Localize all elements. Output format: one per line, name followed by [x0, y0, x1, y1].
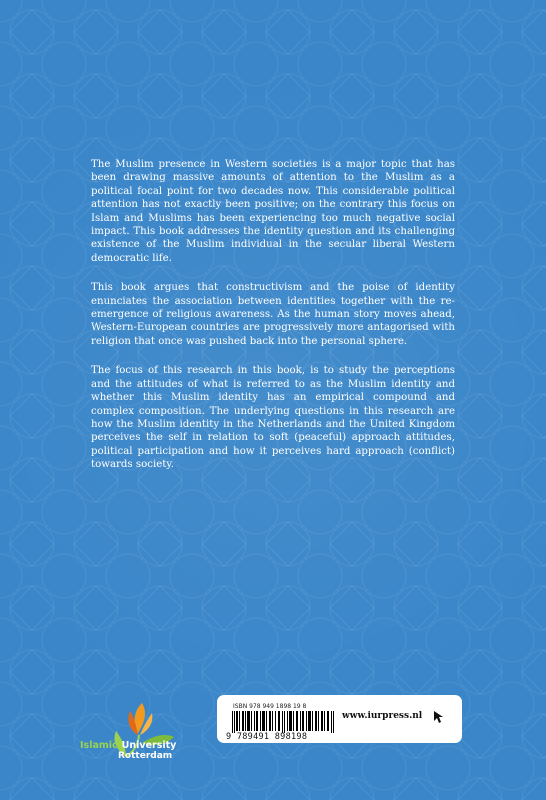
tulip-icon [82, 693, 192, 783]
logo-line-1 [80, 740, 190, 751]
cursor-icon [433, 710, 445, 724]
logo-word-rotterdam: Rotterdam [118, 751, 173, 761]
blurb-paragraph-3: The focus of this research in this book, is to study the perceptions and the attitudes of what is referred to as the Muslim identity and whether this Muslim identity has an empirical compound and complex composition. The underlying questions in this research are how the Muslim identity in the Netherlands and the United Kingdom perceives the self in relation to soft (peaceful) approach attitudes, political participation and how it perceives hard approach (conflict) towards society. [91, 365, 455, 471]
barcode-digits: 9 789491 898198 [226, 732, 308, 742]
barcode-image [232, 711, 336, 733]
logo-word-university: University [121, 740, 177, 751]
back-cover-blurb [91, 158, 455, 488]
logo-word-islamic: Islamic [80, 740, 118, 751]
isbn-label: ISBN 978 949 1898 19 8 [233, 703, 307, 710]
blurb-paragraph-2: This book argues that constructivism and the poise of identity enunciates the association between identities together with the re-emergence of religious awareness. As the human story moves ahead, Western-European countries are progressively more antagorised with religion that once was pushed back into the personal sphere. [91, 282, 455, 347]
blurb-paragraph-1: The Muslim presence in Western societies is a major topic that has been drawing massive amounts of attention to the Muslim as a political focal point for two decades now. This considerable political attention has not exactly been positive; on the contrary this focus on Islam and Muslims has been experiencing too much negative social impact. This book addresses the identity question and its challenging existence of the Muslim individual in the secular liberal Western democratic life. [91, 159, 455, 264]
university-logo [80, 740, 190, 762]
publisher-url: www.iurpress.nl [342, 711, 423, 721]
